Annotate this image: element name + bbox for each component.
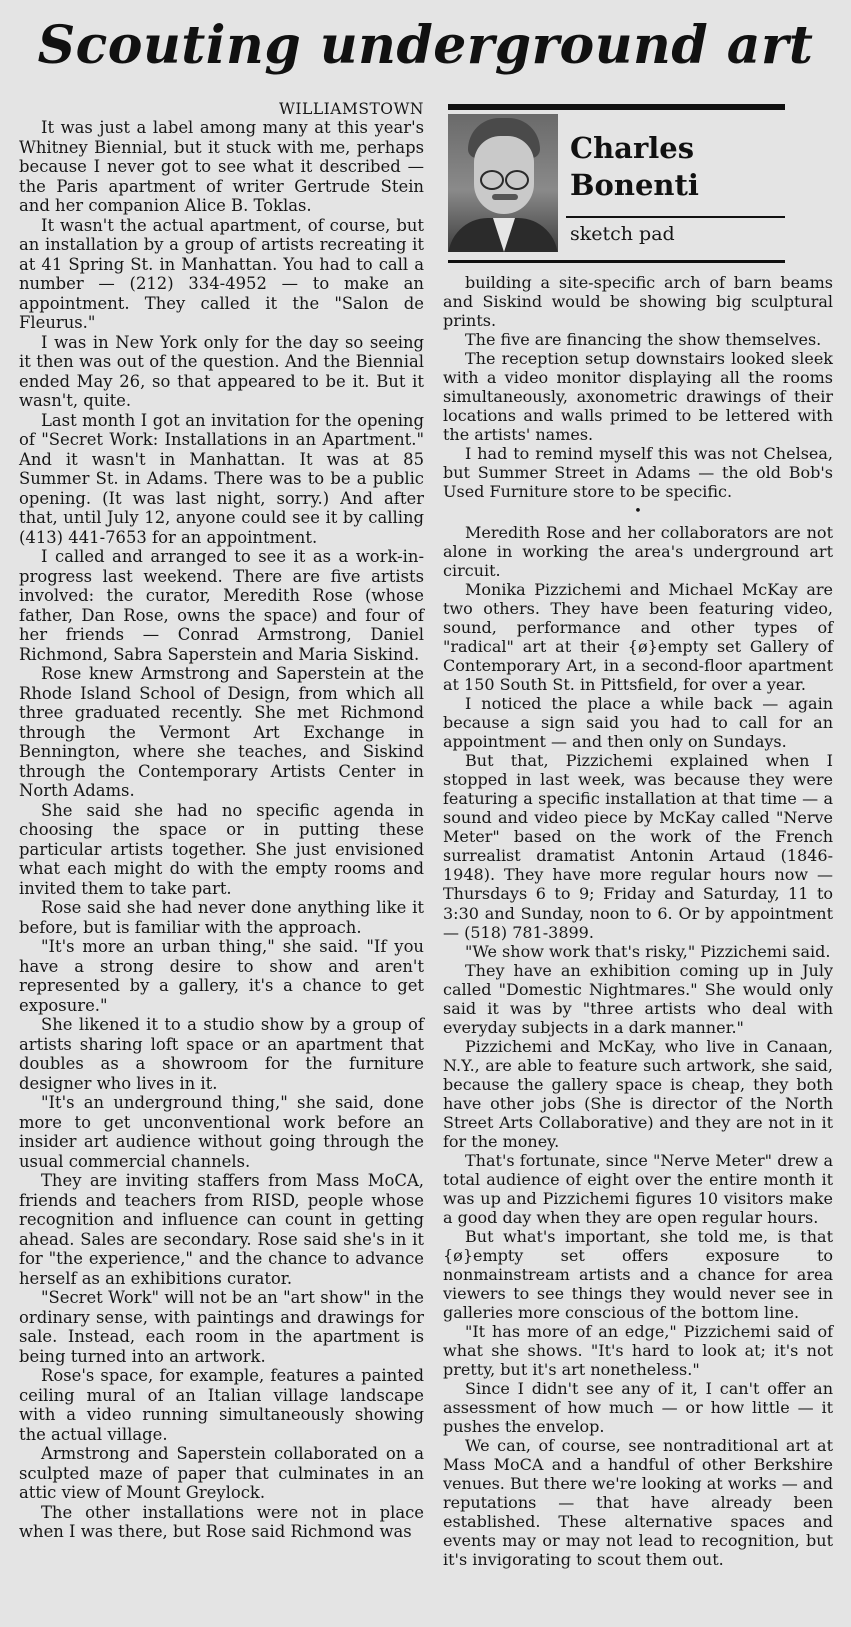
article-paragraph: Last month I got an invitation for the opening of "Secret Work: Installations in an Apartment." And it wasn't in Manhattan. It was at 85 Summer St. in Adams. There was to be a public opening. (It was last night, sorry.) And after that, until July 12, anyone could see it by calling (413) 441-7653 for an appointment. bbox=[19, 410, 424, 547]
article-paragraph: "Secret Work" will not be an "art show" in the ordinary sense, with paintings and drawings for sale. Instead, each room in the apartment is being turned into an artwork. bbox=[19, 1288, 424, 1366]
article-column-2-part-b bbox=[443, 523, 833, 1569]
dateline: WILLIAMSTOWN bbox=[279, 100, 424, 118]
article-column-2 bbox=[443, 273, 833, 1569]
section-separator: • bbox=[634, 504, 642, 520]
article-paragraph: Rose said she had never done anything like it before, but is familiar with the approach. bbox=[19, 898, 424, 937]
columnist-photo bbox=[448, 114, 558, 252]
column-name: sketch pad bbox=[570, 223, 675, 245]
article-paragraph: It wasn't the actual apartment, of course, but an installation by a group of artists recreating it at 41 Spring St. in Manhattan. You had to call a number — (212) 334-4952 — to make an appointment. They called it the "Salon de Fleurus." bbox=[19, 215, 424, 332]
article-paragraph: But what's important, she told me, is that {ø}empty set offers exposure to nonmainstream artists and a chance for area viewers to see things they would never see in galleries more conscious of the bottom line. bbox=[443, 1226, 833, 1322]
article-paragraph: They are inviting staffers from Mass MoCA, friends and teachers from RISD, people whose recognition and influence can count in getting ahead. Sales are secondary. Rose said she's in it for "the experience," and the chance to advance herself as an exhibitions curator. bbox=[19, 1171, 424, 1288]
article-paragraph: Pizzichemi and McKay, who live in Canaan, N.Y., are able to feature such artwork, she said, because the gallery space is cheap, they both have other jobs (She is director of the North Street Arts Collaborative) and they are not in it for the money. bbox=[443, 1036, 833, 1151]
article-paragraph: "It's more an urban thing," she said. "If you have a strong desire to show and aren't represented by a gallery, it's a chance to get exposure." bbox=[19, 937, 424, 1015]
article-paragraph: She likened it to a studio show by a group of artists sharing loft space or an apartment that doubles as a showroom for the furniture designer who lives in it. bbox=[19, 1015, 424, 1093]
article-column-1 bbox=[19, 100, 424, 1542]
article-paragraph: Meredith Rose and her collaborators are not alone in working the area's underground art circuit. bbox=[443, 523, 833, 581]
columnist-name bbox=[570, 130, 780, 204]
article-paragraph: Since I didn't see any of it, I can't offer an assessment of how much — or how little — it pushes the envelop. bbox=[443, 1378, 833, 1436]
article-paragraph: It was just a label among many at this year's Whitney Biennial, but it stuck with me, perhaps because I never got to see what it described — the Paris apartment of writer Gertrude Stein and her companion Alice B. Toklas. bbox=[19, 118, 424, 215]
article-paragraph: "It's an underground thing," she said, done more to get unconventional work before an insider art audience without going through the usual commercial channels. bbox=[19, 1093, 424, 1171]
article-paragraph: Monika Pizzichemi and Michael McKay are two others. They have been featuring video, sound, performance and other types of "radical" art at their {ø}empty set Gallery of Contemporary Art, in a second-floor apartment at 150 South St. in Pittsfield, for over a year. bbox=[443, 580, 833, 695]
article-paragraph: That's fortunate, since "Nerve Meter" drew a total audience of eight over the entire month it was up and Pizzichemi figures 10 visitors make a good day when they are open regular hours. bbox=[443, 1150, 833, 1227]
article-paragraph: The other installations were not in place when I was there, but Rose said Richmond was bbox=[19, 1502, 424, 1541]
article-paragraph: She said she had no specific agenda in choosing the space or in putting these particular artists together. She just envisioned what each might do with the empty rooms and invited them to take part. bbox=[19, 800, 424, 898]
article-paragraph: Rose knew Armstrong and Saperstein at the Rhode Island School of Design, from which all three graduated recently. She met Richmond through the Vermont Art Exchange in Bennington, where she teaches, and Siskind through the Contemporary Artists Center in North Adams. bbox=[19, 664, 424, 800]
article-paragraph: But that, Pizzichemi explained when I stopped in last week, was because they were featuring a specific installation at that time — a sound and video piece by McKay called "Nerve Meter" based on the work of the French surrealist dramatist Antonin Artaud (1846-1948). They have more regular hours now — Thursdays 6 to 9; Friday and Saturday, 11 to 3:30 and Sunday, noon to 6. Or by appointment — (518) 781-3899. bbox=[443, 751, 833, 942]
article-paragraph: I was in New York only for the day so seeing it then was out of the question. And the Biennial ended May 26, so that appeared to be it. But it wasn't, quite. bbox=[19, 332, 424, 410]
article-paragraph: The reception setup downstairs looked sleek with a video monitor displaying all the rooms simultaneously, axonometric drawings of their locations and walls primed to be lettered with the artists' names. bbox=[443, 349, 833, 445]
article-paragraph: I called and arranged to see it as a work-in-progress last weekend. There are five artists involved: the curator, Meredith Rose (whose father, Dan Rose, owns the space) and four of her friends — Conrad Armstrong, Daniel Richmond, Sabra Saperstein and Maria Siskind. bbox=[19, 547, 424, 664]
article-paragraph: Rose's space, for example, features a painted ceiling mural of an Italian village landscape with a video running simultaneously showing the actual village. bbox=[19, 1366, 424, 1444]
article-paragraph: They have an exhibition coming up in July called "Domestic Nightmares." She would only said it was by "three artists who deal with everyday subjects in a dark manner." bbox=[443, 960, 833, 1037]
article-paragraph: I had to remind myself this was not Chelsea, but Summer Street in Adams — the old Bob's Used Furniture store to be specific. bbox=[443, 444, 833, 502]
columnist-byline bbox=[448, 104, 785, 263]
article-paragraph: The five are financing the show themselves. bbox=[465, 330, 822, 350]
article-paragraph: We can, of course, see nontraditional art at Mass MoCA and a handful of other Berkshire venues. But there we're looking at works — and reputations — that have already been established. These alternative spaces and events may or may not lead to recognition, but it's invigorating to scout them out. bbox=[443, 1435, 833, 1570]
headline: Scouting underground art bbox=[37, 15, 814, 76]
article-paragraph: "We show work that's risky," Pizzichemi said. bbox=[465, 941, 831, 961]
article-column-2-part-a bbox=[443, 273, 833, 501]
article-paragraph: Armstrong and Saperstein collaborated on a sculpted maze of paper that culminates in an attic view of Mount Greylock. bbox=[19, 1444, 424, 1502]
byline-divider bbox=[566, 216, 785, 218]
article-paragraph: "It has more of an edge," Pizzichemi said of what she shows. "It's hard to look at; it's not pretty, but it's art nonetheless." bbox=[443, 1321, 833, 1379]
article-paragraph: I noticed the place a while back — again because a sign said you had to call for an appointment — and then only on Sundays. bbox=[443, 694, 833, 752]
columnist-last-name: Bonenti bbox=[570, 168, 699, 202]
article-paragraph: building a site-specific arch of barn beams and Siskind would be showing big sculptural prints. bbox=[443, 273, 833, 331]
columnist-first-name: Charles bbox=[570, 131, 695, 165]
